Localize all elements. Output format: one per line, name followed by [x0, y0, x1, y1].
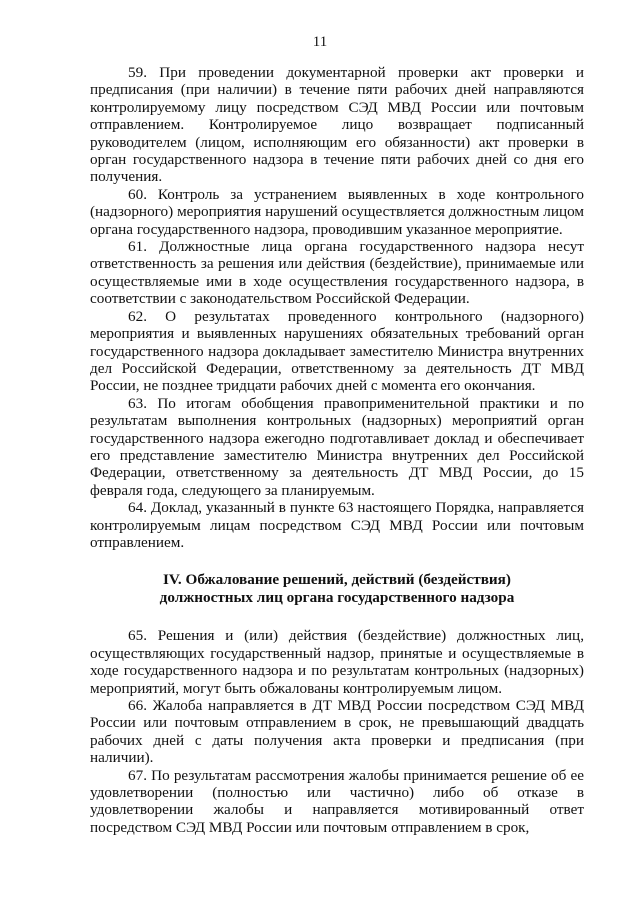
section-heading-line-1: IV. Обжалование решений, действий (бездействия) — [163, 571, 511, 589]
paragraph-62: 62. О результатах проведенного контрольного (надзорного) мероприятия и выявленных нарушениях обязательных требований орган государственного надзора докладывает заместителю Министра внутренних дел Российской Федерации, ответственному за деятельность ДТ МВД России, не позднее тридцати рабочих дней с момента его окончания. — [90, 307, 584, 395]
paragraph-65: 65. Решения и (или) действия (бездействие) должностных лиц, осуществляющих государственный надзор, принятые и осуществляемые в ходе государственного надзора и по результатам контрольных (надзорных) мероприятий, могут быть обжалованы контролируемым лицом. — [90, 627, 584, 697]
paragraph-59: 59. При проведении документарной проверки акт проверки и предписания (при наличии) в течение пяти рабочих дней направляются контролируемому лицу посредством СЭД МВД России или почтовым отправлением. Контролируемое лицо возвращает подписанный руководителем (лицом, исполняющим его обязанности) акт проверки в орган государственного надзора в течение пяти рабочих дней со дня его получения. — [90, 64, 584, 186]
paragraph-60: 60. Контроль за устранением выявленных в ходе контрольного (надзорного) мероприятия нарушений осуществляется должностным лицом органа государственного надзора, проводившим указанное мероприятие. — [90, 185, 584, 238]
section-heading-line-2: должностных лиц органа государственного надзора — [159, 589, 515, 607]
document-body — [90, 64, 584, 836]
paragraph-66: 66. Жалоба направляется в ДТ МВД России посредством СЭД МВД России или почтовым отправлением в срок, не превышающий двадцать рабочих дней с даты получения акта проверки и предписания (при наличии). — [90, 697, 584, 767]
page-number: 11 — [312, 34, 328, 50]
paragraph-64: 64. Доклад, указанный в пункте 63 настоящего Порядка, направляется контролируемым лицам посредством СЭД МВД России или почтовым отправлением. — [90, 499, 584, 551]
paragraph-63: 63. По итогам обобщения правоприменительной практики и по результатам выполнения контрольных (надзорных) мероприятий орган государственного надзора ежегодно подготавливает доклад и обеспечивает его представление заместителю Министра внутренних дел Российской Федерации, ответственному за деятельность ДТ МВД России, до 15 февраля года, следующего за планируемым. — [90, 394, 584, 499]
paragraph-61: 61. Должностные лица органа государственного надзора несут ответственность за решения или действия (бездействие), принимаемые или осуществляемые ими в ходе осуществления государственного надзора, в соответствии с законодательством Российской Федерации. — [90, 238, 584, 308]
section-heading — [90, 571, 584, 607]
paragraph-67: 67. По результатам рассмотрения жалобы принимается решение об ее удовлетворении (полностью или частично) либо об отказе в удовлетворении жалобы и направляется мотивированный ответ посредством СЭД МВД России или почтовым отправлением в срок, — [90, 766, 584, 836]
